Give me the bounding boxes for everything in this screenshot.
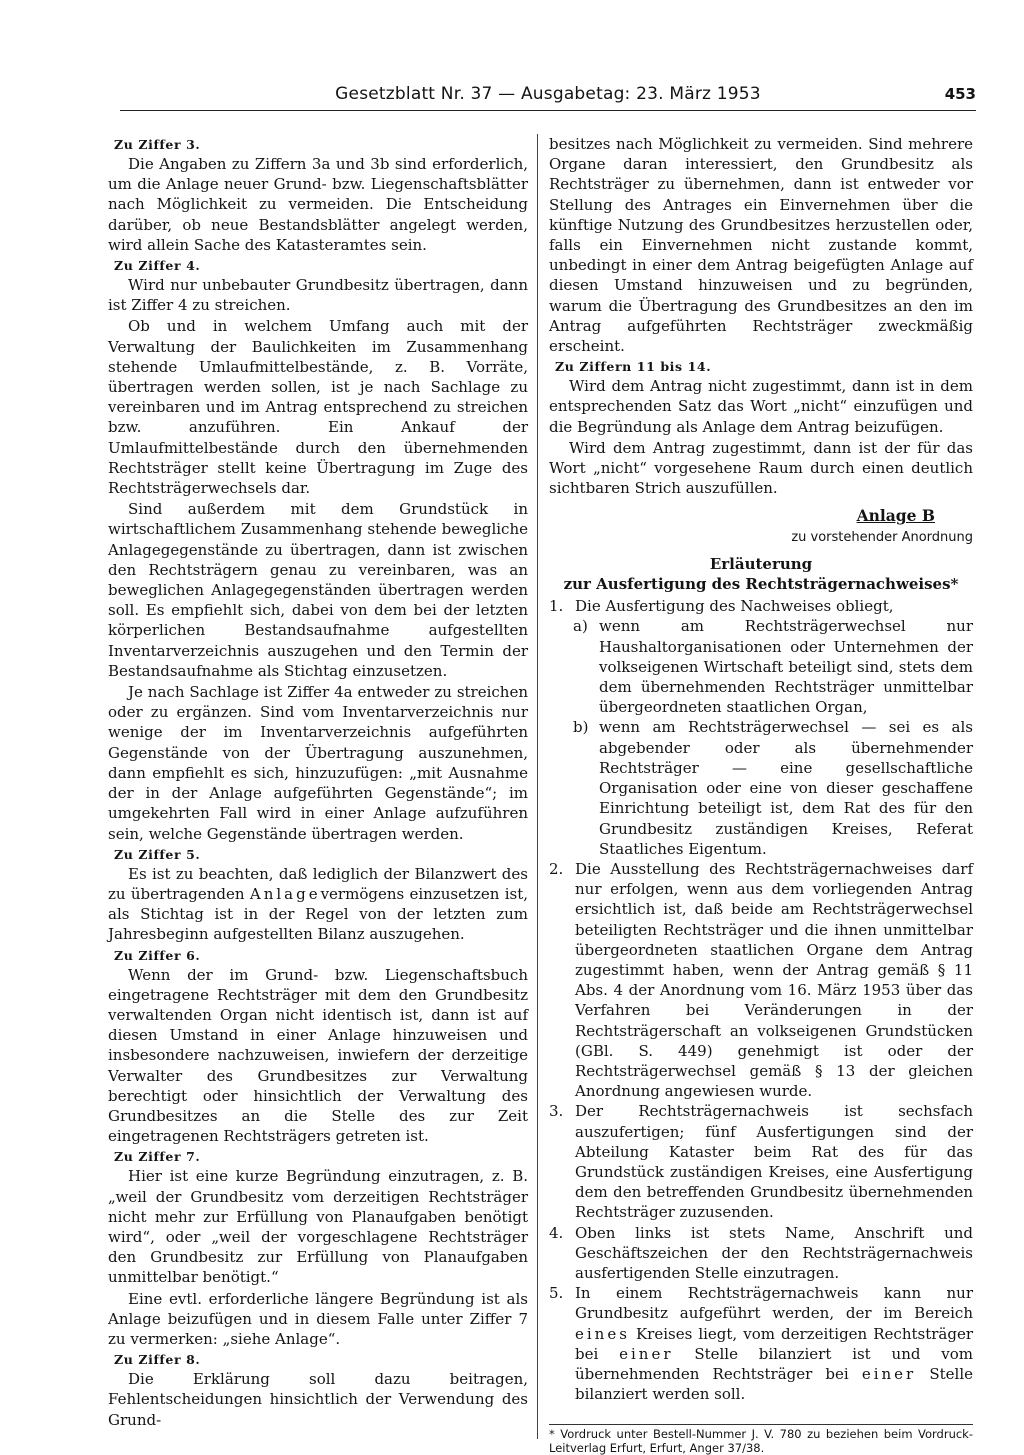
page-number: 453 (944, 85, 976, 103)
paragraph: Wenn der im Grund- bzw. Liegenschaftsbuch eingetragene Rechtsträger mit dem den Grundbesitz verwaltenden Organ nicht identisch ist, dann ist auf diesen Umstand in einer Anlage hinzuweisen und insbesondere nachzuweisen, inwiefern der derzeitige Verwalter des Grundbesitzes zur Verwaltung berechtigt oder hinsichtlich der Verwaltung des Grundbesitzes an die Stelle des zur Zeit eingetragenen Rechtsträgers getreten ist. (108, 965, 528, 1146)
section-heading-ziffern-11-14: Zu Ziffern 11 bis 14. (555, 359, 712, 375)
spaced-word: einer (619, 1344, 674, 1363)
list-item (549, 859, 973, 1101)
spaced-word: einer (861, 1364, 917, 1383)
item-text: Kreises liegt, vom derzeitigen Rechtsträger bei (575, 1324, 973, 1363)
spaced-word: eines (575, 1324, 630, 1343)
footnote: * Vordruck unter Bestell-Nummer J. V. 780 zu beziehen beim Vordruck-Leitverlag Erfurt, Erfurt, Anger 37/38. (549, 1424, 973, 1455)
column-divider (537, 134, 538, 1439)
sub-item-text: wenn am Rechtsträgerwechsel nur Haushaltorganisationen oder Unternehmen der volkseigenen Wirtschaft beteiligt sind, stets dem dem übernehmenden Rechtsträger unmittelbar übergeordneten staatlichen Organ, (599, 617, 973, 717)
annex-title: Anlage B (856, 506, 935, 526)
page-header (120, 84, 976, 111)
right-column (549, 134, 974, 1455)
spaced-word: Anlage (249, 884, 321, 903)
item-number: 3. (549, 1102, 564, 1121)
sub-list-item (549, 717, 973, 858)
paragraph: Wird nur unbebauter Grundbesitz übertragen, dann ist Ziffer 4 zu streichen. (108, 276, 528, 315)
paragraph: Die Erklärung soll dazu beitragen, Fehlentscheidungen hinsichtlich der Verwendung des Grund- (108, 1370, 528, 1429)
item-text: In einem Rechtsträgernachweis kann nur Grundbesitz aufgeführt werden, der im Bereich (575, 1284, 973, 1323)
item-number: 5. (549, 1284, 564, 1303)
sub-item-label: a) (573, 617, 588, 636)
list-item (549, 596, 973, 616)
list-item (549, 1223, 973, 1284)
item-text: Die Ausfertigung des Nachweises obliegt, (575, 597, 894, 616)
item-number: 2. (549, 859, 564, 878)
item-text: Die Ausstellung des Rechtsträgernachweises darf nur erfolgen, wenn aus dem vorliegenden Antrag ersichtlich ist, daß beide am Rechtsträgerwechsel beteiligten Rechtsträger und die ihnen unmittelbar übergeordneten staatlichen Organe dem Antrag zugestimmt haben, wenn der Antrag gemäß § 11 Abs. 4 der Anordnung vom 16. März 1953 über das Verfahren bei Veränderungen in der Rechtsträgerschaft an volkseigenen Grundstücken (GBl. S. 449) genehmigt ist oder der Rechtsträgerwechsel gemäß § 13 der gleichen Anordnung angewiesen wurde. (575, 859, 973, 1101)
list-item (549, 1101, 973, 1222)
section-heading-ziffer-4: Zu Ziffer 4. (114, 258, 201, 274)
item-number: 1. (549, 597, 564, 616)
item-text: Oben links ist stets Name, Anschrift und Geschäftszeichen der den Rechtsträgernachweis ausfertigenden Stelle einzutragen. (575, 1223, 973, 1282)
text-run: Es ist zu beachten, daß lediglich der Bilanzwert des zu übertragenden (108, 864, 528, 903)
item-text: Der Rechtsträgernachweis ist sechsfach auszufertigen; fünf Ausfertigungen sind der Abteilung Kataster beim Rat des für das Grundstück zuständigen Kreises, eine Ausfertigung dem den betreffenden Grundbesitz übernehmenden Rechtsträger zuzusenden. (575, 1102, 973, 1222)
header-title: Gesetzblatt Nr. 37 — Ausgabetag: 23. März 1953 (335, 84, 761, 104)
text-run: vermögens einzusetzen ist, als Stichtag ist in der Regel von der letzten zum Jahresbeginn aufgestellten Bilanz auszugehen. (108, 884, 528, 944)
item-text: Stelle bilanziert ist und vom übernehmenden Rechtsträger bei (575, 1344, 974, 1383)
paragraph: besitzes nach Möglichkeit zu vermeiden. Sind mehrere Organe daran interessiert, den Grundbesitz als Rechtsträger zu übernehmen, dann ist entweder vor Stellung des Antrages ein Einvernehmen über die künftige Nutzung des Grundbesitzes herzustellen oder, falls ein Einvernehmen nicht zustande kommt, unbedingt in einer dem Antrag beigefügten Anlage auf diesen Umstand hinzuweisen und zu begründen, warum die Übertragung des Grundbesitzes an den im Antrag aufgeführten Rechtsträger zweckmäßig erscheint. (549, 135, 973, 356)
section-heading-ziffer-8: Zu Ziffer 8. (114, 1352, 201, 1368)
item-text: Stelle bilanziert werden soll. (575, 1364, 973, 1404)
paragraph (108, 864, 528, 945)
left-column (108, 134, 528, 1444)
paragraph: Wird dem Antrag zugestimmt, dann ist der für das Wort „nicht“ vorgesehene Raum durch einen deutlich sichtbaren Strich auszufüllen. (549, 438, 973, 498)
paragraph: Ob und in welchem Umfang auch mit der Verwaltung der Baulichkeiten im Zusammenhang stehende Umlaufmittelbestände, z. B. Vorräte, übertragen werden sollen, ist je nach Sachlage zu vereinbaren und im Antrag entsprechend zu streichen bzw. anzuführen. Ein Ankauf der Umlaufmittelbestände durch den übernehmenden Rechtsträger stellt keine Übertragung im Zuge des Rechtsträgerwechsels dar. (108, 317, 528, 498)
sub-item-text: wenn am Rechtsträgerwechsel — sei es als abgebender oder als übernehmender Rechtsträger — eine gesellschaftliche Organisation oder eine von dieser geschaffene Einrichtung beteiligt ist, dem Rat des für den Grundbesitz zuständigen Kreises, Referat Staatliches Eigentum. (599, 718, 973, 858)
list-item (549, 1283, 973, 1404)
item-number: 4. (549, 1223, 564, 1242)
section-heading-ziffer-5: Zu Ziffer 5. (114, 846, 201, 862)
sub-list-item (549, 616, 973, 717)
paragraph: Eine evtl. erforderliche längere Begründung ist als Anlage beizufügen und in diesem Falle unter Ziffer 7 zu vermerken: „siehe Anlage“. (108, 1289, 528, 1348)
section-heading-ziffer-7: Zu Ziffer 7. (114, 1149, 201, 1165)
paragraph: Die Angaben zu Ziffern 3a und 3b sind erforderlich, um die Anlage neuer Grund- bzw. Liegenschaftsblätter nach Möglichkeit zu vermeiden. Die Entscheidung darüber, ob neue Bestandsblätter angelegt werden, wird allein Sache des Katasteramtes sein. (108, 155, 528, 254)
paragraph: Je nach Sachlage ist Ziffer 4a entweder zu streichen oder zu ergänzen. Sind vom Inventarverzeichnis nur wenige der im Inventarverzeichnis aufgeführten Gegenstände von der Übertragung auszunehmen, dann empfiehlt es sich, hinzuzufügen: „mit Ausnahme der in der Anlage aufgeführten Gegenstände“; im umgekehrten Fall wird in einer Anlage aufzuführen sein, welche Gegenstände übertragen werden. (108, 683, 528, 843)
annex-subtitle: zu vorstehender Anordnung (791, 529, 973, 545)
explanation-subtitle: zur Ausfertigung des Rechtsträgernachweises* (563, 575, 959, 594)
paragraph: Wird dem Antrag nicht zugestimmt, dann ist in dem entsprechenden Satz das Wort „nicht“ einzufügen und die Begründung als Anlage dem Antrag beizufügen. (549, 377, 973, 436)
paragraph: Sind außerdem mit dem Grundstück in wirtschaftlichem Zusammenhang stehende bewegliche Anlagegegenstände zu übertragen, dann ist zwischen den Rechtsträgern genau zu vereinbaren, was an beweglichen Anlagegegenständen übertragen werden soll. Es empfiehlt sich, dabei von dem bei der letzten körperlichen Bestandsaufnahme aufgestellten Inventarverzeichnis auszugehen und den Termin der Bestandsaufnahme als Stichtag einzusetzen. (108, 500, 528, 680)
paragraph: Hier ist eine kurze Begründung einzutragen, z. B. „weil der Grundbesitz vom derzeitigen Rechtsträger nicht mehr zur Erfüllung von Planaufgaben benötigt wird“, oder „weil der vorgeschlagene Rechtsträger den Grundbesitz zur Erfüllung von Planaufgaben unmittelbar benötigt.“ (108, 1167, 528, 1287)
sub-item-label: b) (573, 718, 589, 737)
explanation-title: Erläuterung (709, 554, 813, 573)
section-heading-ziffer-3: Zu Ziffer 3. (114, 137, 201, 152)
section-heading-ziffer-6: Zu Ziffer 6. (114, 947, 201, 963)
